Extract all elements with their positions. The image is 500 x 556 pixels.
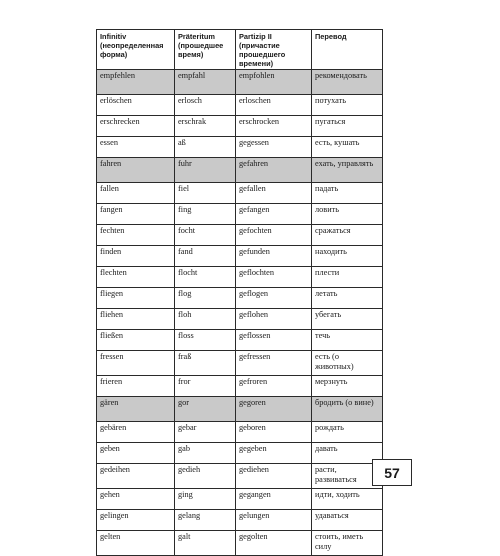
- cell-translation: плести: [312, 267, 383, 288]
- table-row: [97, 510, 383, 531]
- cell-translation: падать: [312, 183, 383, 204]
- cell-partizip: gelungen: [236, 510, 312, 531]
- cell-infinitiv: gären: [97, 397, 175, 422]
- header-infinitiv: Infinitiv (неопределенная форма): [97, 30, 175, 70]
- cell-praeteritum: focht: [175, 225, 236, 246]
- table-row: [97, 330, 383, 351]
- header-translation: Перевод: [312, 30, 383, 70]
- table-row: [97, 137, 383, 158]
- table-row: [97, 376, 383, 397]
- cell-partizip: gediehen: [236, 464, 312, 489]
- cell-translation: рекомендовать: [312, 70, 383, 95]
- table-row: [97, 288, 383, 309]
- cell-partizip: gefallen: [236, 183, 312, 204]
- table-row: [97, 70, 383, 95]
- cell-praeteritum: gebar: [175, 422, 236, 443]
- cell-partizip: erloschen: [236, 95, 312, 116]
- cell-praeteritum: fand: [175, 246, 236, 267]
- cell-praeteritum: gor: [175, 397, 236, 422]
- cell-infinitiv: flechten: [97, 267, 175, 288]
- cell-praeteritum: fiel: [175, 183, 236, 204]
- page-number-box: [372, 459, 412, 486]
- table-row: [97, 116, 383, 137]
- cell-translation: находить: [312, 246, 383, 267]
- cell-partizip: geflochten: [236, 267, 312, 288]
- irregular-verbs-table: [96, 29, 383, 556]
- cell-translation: давать: [312, 443, 383, 464]
- cell-partizip: gefressen: [236, 351, 312, 376]
- cell-praeteritum: floss: [175, 330, 236, 351]
- cell-translation: потухать: [312, 95, 383, 116]
- table-row: [97, 158, 383, 183]
- cell-translation: расти, развиваться: [312, 464, 383, 489]
- table-row: [97, 422, 383, 443]
- cell-translation: есть, кушать: [312, 137, 383, 158]
- table-row: [97, 489, 383, 510]
- cell-partizip: geflohen: [236, 309, 312, 330]
- cell-praeteritum: fing: [175, 204, 236, 225]
- cell-partizip: gegessen: [236, 137, 312, 158]
- header-praeteritum: Präteritum (прошедшее время): [175, 30, 236, 70]
- cell-infinitiv: gedeihen: [97, 464, 175, 489]
- cell-partizip: empfohlen: [236, 70, 312, 95]
- cell-translation: ехать, управлять: [312, 158, 383, 183]
- cell-translation: пугаться: [312, 116, 383, 137]
- cell-translation: мерзнуть: [312, 376, 383, 397]
- cell-praeteritum: gab: [175, 443, 236, 464]
- cell-partizip: gegeben: [236, 443, 312, 464]
- cell-infinitiv: essen: [97, 137, 175, 158]
- cell-partizip: gegangen: [236, 489, 312, 510]
- header-partizip: Partizip II (причастие прошедшего времени): [236, 30, 312, 70]
- cell-praeteritum: erlosch: [175, 95, 236, 116]
- cell-praeteritum: floh: [175, 309, 236, 330]
- page-number: 57: [384, 464, 400, 481]
- table-row: [97, 351, 383, 376]
- cell-infinitiv: fangen: [97, 204, 175, 225]
- table-body: [97, 70, 383, 556]
- cell-praeteritum: gedieh: [175, 464, 236, 489]
- cell-infinitiv: gehen: [97, 489, 175, 510]
- cell-translation: удаваться: [312, 510, 383, 531]
- table-row: [97, 309, 383, 330]
- cell-translation: сражаться: [312, 225, 383, 246]
- cell-praeteritum: flocht: [175, 267, 236, 288]
- table-row: [97, 443, 383, 464]
- cell-infinitiv: fallen: [97, 183, 175, 204]
- cell-praeteritum: flog: [175, 288, 236, 309]
- cell-partizip: gefangen: [236, 204, 312, 225]
- cell-partizip: gefunden: [236, 246, 312, 267]
- cell-praeteritum: fraß: [175, 351, 236, 376]
- cell-infinitiv: finden: [97, 246, 175, 267]
- cell-translation: ловить: [312, 204, 383, 225]
- cell-infinitiv: gebären: [97, 422, 175, 443]
- cell-translation: стоить, иметь силу: [312, 531, 383, 556]
- cell-partizip: erschrocken: [236, 116, 312, 137]
- cell-partizip: gegolten: [236, 531, 312, 556]
- cell-partizip: geboren: [236, 422, 312, 443]
- table-row: [97, 225, 383, 246]
- cell-praeteritum: erschrak: [175, 116, 236, 137]
- cell-translation: рождать: [312, 422, 383, 443]
- cell-praeteritum: ging: [175, 489, 236, 510]
- table-row: [97, 246, 383, 267]
- cell-infinitiv: geben: [97, 443, 175, 464]
- cell-partizip: geflossen: [236, 330, 312, 351]
- table-row: [97, 397, 383, 422]
- cell-praeteritum: fuhr: [175, 158, 236, 183]
- cell-infinitiv: erschrecken: [97, 116, 175, 137]
- table-header-row: [97, 30, 383, 70]
- cell-infinitiv: frieren: [97, 376, 175, 397]
- table-row: [97, 531, 383, 556]
- cell-partizip: gefochten: [236, 225, 312, 246]
- cell-praeteritum: aß: [175, 137, 236, 158]
- cell-praeteritum: galt: [175, 531, 236, 556]
- cell-translation: бродить (о вине): [312, 397, 383, 422]
- cell-infinitiv: fliehen: [97, 309, 175, 330]
- cell-praeteritum: fror: [175, 376, 236, 397]
- cell-infinitiv: fahren: [97, 158, 175, 183]
- cell-infinitiv: fechten: [97, 225, 175, 246]
- table-row: [97, 267, 383, 288]
- cell-infinitiv: empfehlen: [97, 70, 175, 95]
- cell-partizip: geflogen: [236, 288, 312, 309]
- cell-partizip: gefahren: [236, 158, 312, 183]
- cell-praeteritum: empfahl: [175, 70, 236, 95]
- table-row: [97, 464, 383, 489]
- cell-translation: летать: [312, 288, 383, 309]
- cell-infinitiv: fressen: [97, 351, 175, 376]
- cell-infinitiv: gelingen: [97, 510, 175, 531]
- cell-infinitiv: erlöschen: [97, 95, 175, 116]
- table-row: [97, 183, 383, 204]
- table-row: [97, 204, 383, 225]
- cell-translation: есть (о животных): [312, 351, 383, 376]
- cell-partizip: gefroren: [236, 376, 312, 397]
- cell-partizip: gegoren: [236, 397, 312, 422]
- cell-infinitiv: gelten: [97, 531, 175, 556]
- cell-infinitiv: fliegen: [97, 288, 175, 309]
- cell-infinitiv: fließen: [97, 330, 175, 351]
- cell-translation: убегать: [312, 309, 383, 330]
- cell-praeteritum: gelang: [175, 510, 236, 531]
- cell-translation: идти, ходить: [312, 489, 383, 510]
- table-row: [97, 95, 383, 116]
- cell-translation: течь: [312, 330, 383, 351]
